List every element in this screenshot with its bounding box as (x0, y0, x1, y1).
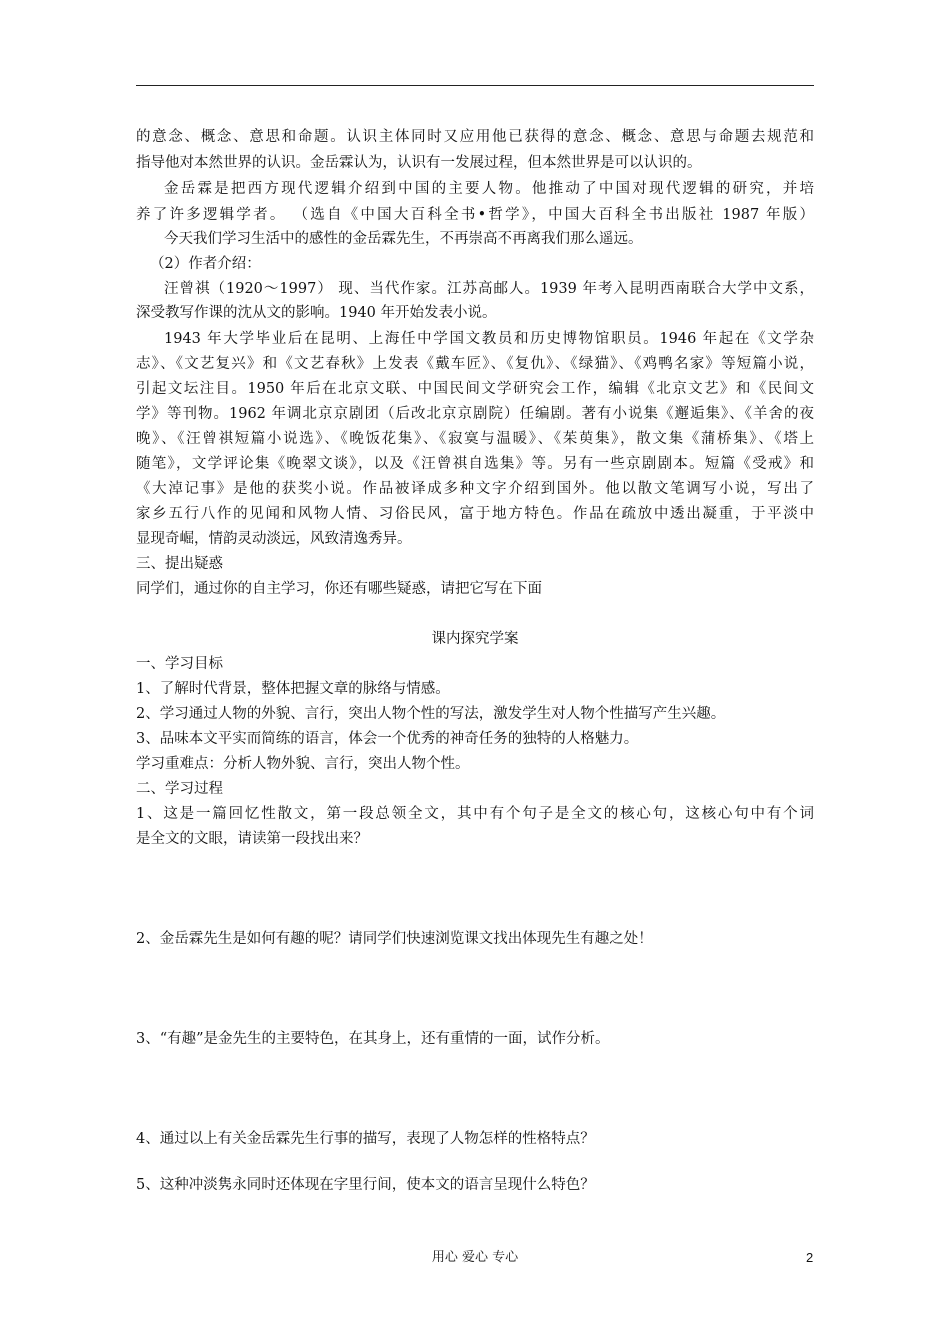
section-heading: 二、学习过程 (136, 781, 223, 797)
page-number: 2 (806, 1250, 814, 1265)
text-line: 《大淖记事》是他的获奖小说。作品被译成多种文字介绍到国外。他以散文笔调写小说，写出了 (136, 481, 814, 497)
question-item: 是全文的文眼，请读第一段找出来？ (136, 831, 368, 847)
list-item: 3、品味本文平实而简练的语言，体会一个优秀的神奇任务的独特的人格魅力。 (136, 731, 639, 747)
text-line: 今天我们学习生活中的感性的金岳霖先生，不再崇高不再离我们那么遥远。 (164, 231, 643, 247)
question-item: 1、这是一篇回忆性散文，第一段总领全文，其中有个句子是全文的核心句，这核心句中有个词 (136, 806, 814, 822)
text-line: 金岳霖是把西方现代逻辑介绍到中国的主要人物。他推动了中国对现代逻辑的研究，并培 (164, 181, 814, 197)
list-item: 1、了解时代背景，整体把握文章的脉络与情感。 (136, 681, 450, 697)
text-line: 同学们，通过你的自主学习，你还有哪些疑惑，请把它写在下面 (136, 581, 542, 597)
text-line: 养了许多逻辑学者。 （选自《中国大百科全书•哲学》，中国大百科全书出版社 1987 年版） (136, 207, 814, 223)
section-heading: 三、提出疑惑 (136, 556, 223, 572)
text-line: 指导他对本然世界的认识。金岳霖认为，认识有一发展过程，但本然世界是可以认识的。 (136, 155, 702, 171)
section-heading: （2）作者介绍： (150, 256, 261, 272)
section-heading: 一、学习目标 (136, 656, 223, 672)
question-item: 5、这种冲淡隽永同时还体现在字里行间，使本文的语言呈现什么特色？ (136, 1177, 595, 1193)
text-line: 1943 年大学毕业后在昆明、上海任中学国文教员和历史博物馆职员。1946 年起在《文学杂 (164, 331, 814, 347)
text-line: 学习重难点：分析人物外貌、言行，突出人物个性。 (136, 756, 470, 772)
text-line: 随笔》，文学评论集《晚翠文谈》，以及《汪曾祺自选集》等。另有一些京剧剧本。短篇《受戒》和 (136, 456, 814, 472)
text-line: 学》等刊物。1962 年调北京京剧团（后改北京京剧院）任编剧。著有小说集《邂逅集》、《羊舍的夜 (136, 406, 814, 422)
list-item: 2、学习通过人物的外貌、言行，突出人物个性的写法，激发学生对人物个性描写产生兴趣。 (136, 706, 726, 722)
text-line: 汪曾祺（1920～1997） 现、当代作家。江苏高邮人。1939 年考入昆明西南联合大学中文系， (164, 281, 814, 297)
text-line: 家乡五行八作的见闻和风物人情、习俗民风，富于地方特色。作品在疏放中透出凝重，于平淡中 (136, 506, 814, 522)
header-rule (136, 85, 814, 86)
footer-text: 用心 爱心 专心 (431, 1250, 519, 1265)
question-item: 2、金岳霖先生是如何有趣的呢？请同学们快速浏览课文找出体现先生有趣之处！ (136, 931, 653, 947)
text-line: 的意念、概念、意思和命题。认识主体同时又应用他已获得的意念、概念、意思与命题去规范和 (136, 129, 814, 145)
text-line: 显现奇崛，情韵灵动淡远，风致清逸秀异。 (136, 531, 412, 547)
question-item: 3、“有趣”是金先生的主要特色，在其身上，还有重情的一面，试作分析。 (136, 1031, 610, 1047)
section-title: 课内探究学案 (431, 631, 519, 647)
text-line: 晚》、《汪曾祺短篇小说选》、《晚饭花集》、《寂寞与温暖》、《茱萸集》，散文集《蒲桥集》、《塔上 (136, 431, 814, 447)
text-line: 引起文坛注目。1950 年后在北京文联、中国民间文学研究会工作，编辑《北京文艺》和《民间文 (136, 381, 814, 397)
text-line: 深受教写作课的沈从文的影响。1940 年开始发表小说。 (136, 305, 497, 321)
question-item: 4、通过以上有关金岳霖先生行事的描写，表现了人物怎样的性格特点？ (136, 1131, 595, 1147)
text-line: 志》、《文艺复兴》和《文艺春秋》上发表《戴车匠》、《复仇》、《绿猫》、《鸡鸭名家》等短篇小说， (136, 356, 814, 372)
